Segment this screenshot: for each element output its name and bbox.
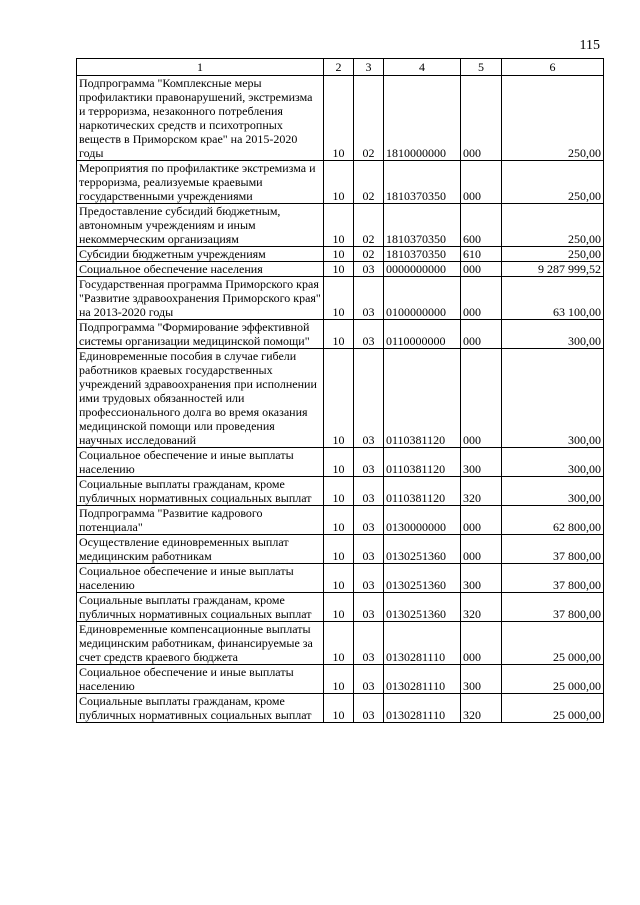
header-cell: 1 xyxy=(77,59,324,76)
header-cell: 4 xyxy=(384,59,461,76)
target-article-cell: 1810370350 xyxy=(384,204,461,247)
section-code-cell: 10 xyxy=(324,593,354,622)
subsection-code-cell: 03 xyxy=(354,277,384,320)
target-article-cell: 0130000000 xyxy=(384,506,461,535)
section-code-cell: 10 xyxy=(324,535,354,564)
amount-cell: 250,00 xyxy=(502,76,604,161)
amount-cell: 25 000,00 xyxy=(502,694,604,723)
expense-type-cell: 000 xyxy=(461,161,502,204)
table-row xyxy=(77,665,604,694)
subsection-code-cell: 03 xyxy=(354,535,384,564)
table-row xyxy=(77,320,604,349)
row-name-cell: Подпрограмма "Развитие кадрового потенциала" xyxy=(77,506,324,535)
section-code-cell: 10 xyxy=(324,247,354,262)
section-code-cell: 10 xyxy=(324,477,354,506)
row-name-cell: Государственная программа Приморского края "Развитие здравоохранения Приморского края" на 2013-2020 годы xyxy=(77,277,324,320)
table-row xyxy=(77,247,604,262)
section-code-cell: 10 xyxy=(324,349,354,448)
section-code-cell: 10 xyxy=(324,262,354,277)
row-name-cell: Мероприятия по профилактике экстремизма и терроризма, реализуемые краевыми государственными учреждениями xyxy=(77,161,324,204)
section-code-cell: 10 xyxy=(324,694,354,723)
expense-type-cell: 610 xyxy=(461,247,502,262)
expense-type-cell: 300 xyxy=(461,564,502,593)
row-name-cell: Единовременные пособия в случае гибели работников краевых государственных учреждений здравоохранения при исполнении ими трудовых обязанностей или профессионального долга во время оказания медицинской помощи или проведения научных исследований xyxy=(77,349,324,448)
section-code-cell: 10 xyxy=(324,320,354,349)
expense-type-cell: 300 xyxy=(461,448,502,477)
amount-cell: 300,00 xyxy=(502,320,604,349)
table-row xyxy=(77,694,604,723)
subsection-code-cell: 03 xyxy=(354,564,384,593)
section-code-cell: 10 xyxy=(324,506,354,535)
amount-cell: 300,00 xyxy=(502,448,604,477)
subsection-code-cell: 03 xyxy=(354,349,384,448)
table-row xyxy=(77,535,604,564)
row-name-cell: Социальные выплаты гражданам, кроме публичных нормативных социальных выплат xyxy=(77,593,324,622)
header-cell: 5 xyxy=(461,59,502,76)
row-name-cell: Социальное обеспечение и иные выплаты населению xyxy=(77,564,324,593)
amount-cell: 25 000,00 xyxy=(502,622,604,665)
table-row xyxy=(77,564,604,593)
expense-type-cell: 600 xyxy=(461,204,502,247)
row-name-cell: Осуществление единовременных выплат медицинским работникам xyxy=(77,535,324,564)
expense-type-cell: 320 xyxy=(461,477,502,506)
target-article-cell: 0110381120 xyxy=(384,448,461,477)
header-cell: 3 xyxy=(354,59,384,76)
expense-type-cell: 000 xyxy=(461,535,502,564)
expense-type-cell: 320 xyxy=(461,694,502,723)
subsection-code-cell: 03 xyxy=(354,262,384,277)
budget-table xyxy=(76,58,604,723)
row-name-cell: Социальное обеспечение населения xyxy=(77,262,324,277)
section-code-cell: 10 xyxy=(324,448,354,477)
expense-type-cell: 000 xyxy=(461,349,502,448)
subsection-code-cell: 02 xyxy=(354,161,384,204)
subsection-code-cell: 03 xyxy=(354,665,384,694)
expense-type-cell: 300 xyxy=(461,665,502,694)
table-header-row xyxy=(77,59,604,76)
header-cell: 6 xyxy=(502,59,604,76)
section-code-cell: 10 xyxy=(324,622,354,665)
expense-type-cell: 000 xyxy=(461,262,502,277)
target-article-cell: 0110381120 xyxy=(384,349,461,448)
subsection-code-cell: 03 xyxy=(354,448,384,477)
amount-cell: 300,00 xyxy=(502,477,604,506)
table-row xyxy=(77,349,604,448)
target-article-cell: 0110381120 xyxy=(384,477,461,506)
amount-cell: 25 000,00 xyxy=(502,665,604,694)
section-code-cell: 10 xyxy=(324,161,354,204)
row-name-cell: Социальные выплаты гражданам, кроме публичных нормативных социальных выплат xyxy=(77,477,324,506)
target-article-cell: 0130281110 xyxy=(384,622,461,665)
amount-cell: 37 800,00 xyxy=(502,564,604,593)
target-article-cell: 0000000000 xyxy=(384,262,461,277)
expense-type-cell: 320 xyxy=(461,593,502,622)
section-code-cell: 10 xyxy=(324,665,354,694)
amount-cell: 9 287 999,52 xyxy=(502,262,604,277)
subsection-code-cell: 03 xyxy=(354,320,384,349)
subsection-code-cell: 02 xyxy=(354,76,384,161)
amount-cell: 62 800,00 xyxy=(502,506,604,535)
table-row xyxy=(77,448,604,477)
section-code-cell: 10 xyxy=(324,76,354,161)
amount-cell: 37 800,00 xyxy=(502,593,604,622)
subsection-code-cell: 02 xyxy=(354,204,384,247)
target-article-cell: 0130251360 xyxy=(384,564,461,593)
table-row xyxy=(77,277,604,320)
amount-cell: 37 800,00 xyxy=(502,535,604,564)
target-article-cell: 0130281110 xyxy=(384,694,461,723)
header-cell: 2 xyxy=(324,59,354,76)
target-article-cell: 0100000000 xyxy=(384,277,461,320)
table-row xyxy=(77,76,604,161)
table-row xyxy=(77,262,604,277)
target-article-cell: 1810370350 xyxy=(384,247,461,262)
page-number: 115 xyxy=(579,38,600,53)
table-body xyxy=(77,76,604,723)
target-article-cell: 0130251360 xyxy=(384,535,461,564)
target-article-cell: 0130281110 xyxy=(384,665,461,694)
amount-cell: 250,00 xyxy=(502,204,604,247)
row-name-cell: Подпрограмма "Формирование эффективной системы организации медицинской помощи" xyxy=(77,320,324,349)
subsection-code-cell: 03 xyxy=(354,593,384,622)
row-name-cell: Подпрограмма "Комплексные меры профилактики правонарушений, экстремизма и терроризма, незаконного потребления наркотических средств и психотропных веществ в Приморском крае" на 2015-2020 годы xyxy=(77,76,324,161)
expense-type-cell: 000 xyxy=(461,76,502,161)
row-name-cell: Предоставление субсидий бюджетным, автономным учреждениям и иным некоммерческим организациям xyxy=(77,204,324,247)
section-code-cell: 10 xyxy=(324,564,354,593)
expense-type-cell: 000 xyxy=(461,622,502,665)
amount-cell: 63 100,00 xyxy=(502,277,604,320)
subsection-code-cell: 03 xyxy=(354,622,384,665)
amount-cell: 250,00 xyxy=(502,161,604,204)
table-row xyxy=(77,204,604,247)
row-name-cell: Социальные выплаты гражданам, кроме публичных нормативных социальных выплат xyxy=(77,694,324,723)
expense-type-cell: 000 xyxy=(461,506,502,535)
table-row xyxy=(77,622,604,665)
table-row xyxy=(77,161,604,204)
target-article-cell: 0130251360 xyxy=(384,593,461,622)
amount-cell: 300,00 xyxy=(502,349,604,448)
table-row xyxy=(77,477,604,506)
subsection-code-cell: 03 xyxy=(354,694,384,723)
table-row xyxy=(77,593,604,622)
amount-cell: 250,00 xyxy=(502,247,604,262)
row-name-cell: Единовременные компенсационные выплаты медицинским работникам, финансируемые за счет средств краевого бюджета xyxy=(77,622,324,665)
target-article-cell: 0110000000 xyxy=(384,320,461,349)
section-code-cell: 10 xyxy=(324,277,354,320)
expense-type-cell: 000 xyxy=(461,277,502,320)
subsection-code-cell: 02 xyxy=(354,247,384,262)
table-row xyxy=(77,506,604,535)
section-code-cell: 10 xyxy=(324,204,354,247)
row-name-cell: Социальное обеспечение и иные выплаты населению xyxy=(77,448,324,477)
row-name-cell: Социальное обеспечение и иные выплаты населению xyxy=(77,665,324,694)
target-article-cell: 1810370350 xyxy=(384,161,461,204)
target-article-cell: 1810000000 xyxy=(384,76,461,161)
row-name-cell: Субсидии бюджетным учреждениям xyxy=(77,247,324,262)
subsection-code-cell: 03 xyxy=(354,477,384,506)
subsection-code-cell: 03 xyxy=(354,506,384,535)
expense-type-cell: 000 xyxy=(461,320,502,349)
